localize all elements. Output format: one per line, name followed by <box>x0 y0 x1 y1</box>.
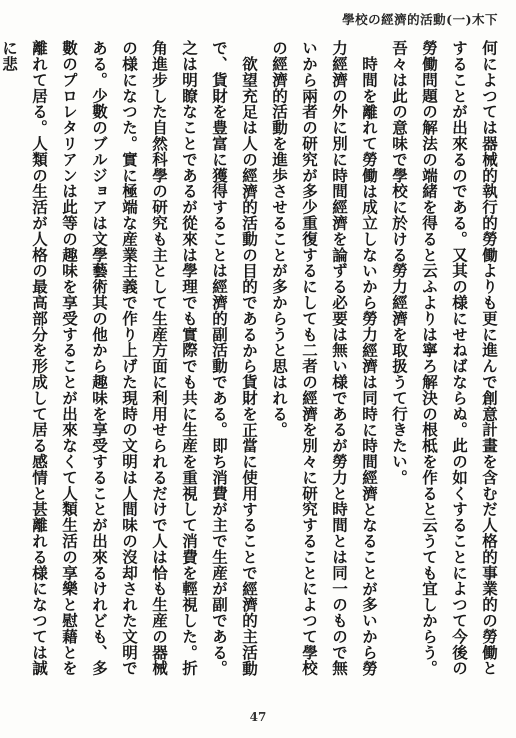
paragraph-2: 時間を離れて勞働は成立しないから勞力經濟は同時に時間經濟となることが多いから勞力經濟の外に別に時間經濟を論ずる必要は無い様であるが勞力と時間とは同一のもので無いから兩者の研究が多少重復するにしても二者の經濟を別々に研究することによつて學校の經濟的活動を進歩させることが多からうと思はれる。 <box>270 40 379 676</box>
body-text <box>0 40 504 685</box>
paragraph-3: 欲望充足は人の經濟的活動の目的であるから貨財を正當に使用することで經濟的主活動で、貨財を豊富に獲得することは經濟的副活動である。即ち消費が主で生産が副である。之は明瞭なことであるが從來は學理でも實際でも共に生産を重視して消費を輕視した。折角進步した自然科學の研究も主として生産方面に利用せられるだけで人は恰も生産の器械の様になつた。實に極端な産業主義で作り上げた現時の文明は人間味の沒却された文明である。少數のブルジョアは文學藝術其の他から趣味を享受することが出來るけれども、多數のプロレタリアンは此等の趣味を享受することが出來なくて人類生活の享樂と慰藉とを離れて居る。人類の生活が人格の最高部分を形成して居る感情と甚離れる様になつては誠に悲 <box>0 40 259 676</box>
paragraph-1: 何によつては器械的執行的勞働よりも更に進んで創意計畫を含むだ人格的事業的の勞働とすることが出來るのである。又其の様にせねばならぬ。此の如くすることによつて今後の勞働問題の解法の端緒を得ると云ふよりは寧ろ解決の根柢を作ると云うても宜しからう。吾々は此の意味で學校に於ける勞力經濟を取扱うて行きたい。 <box>390 40 499 676</box>
running-head: 學校の經濟的活動(一)木下 <box>342 12 498 27</box>
page-number: 47 <box>249 710 267 724</box>
